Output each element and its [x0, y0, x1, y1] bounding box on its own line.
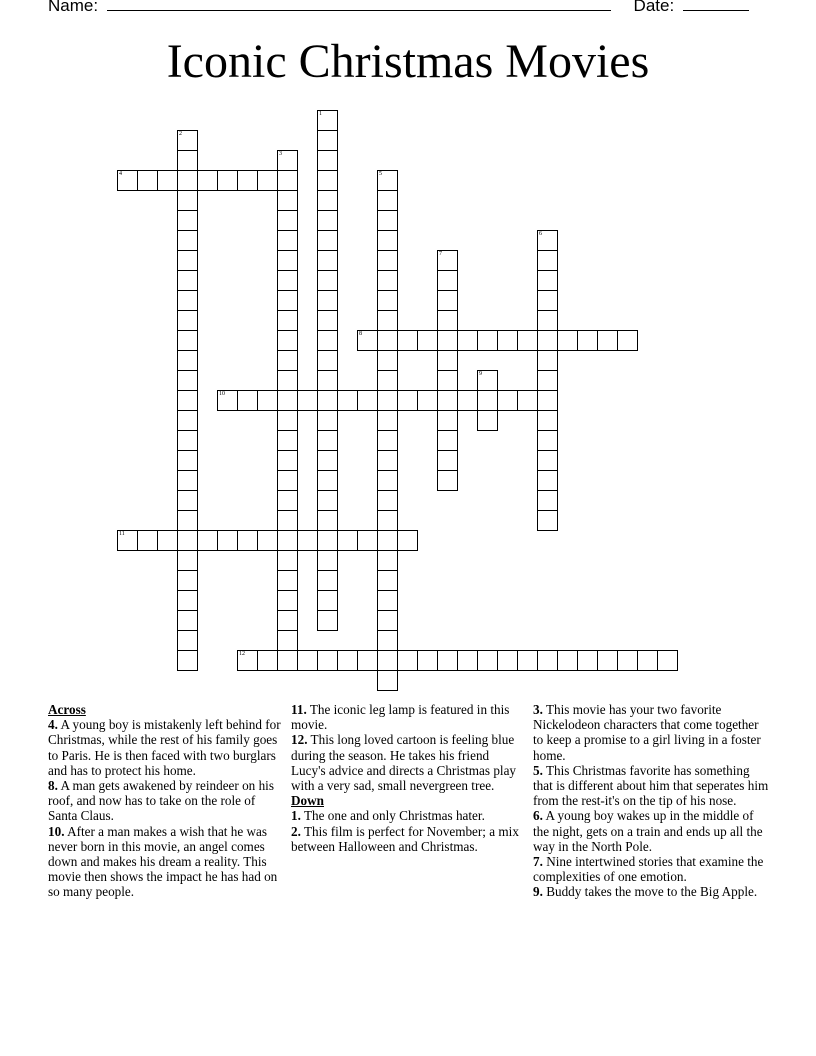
grid-cell[interactable] — [377, 250, 398, 271]
grid-cell[interactable] — [437, 390, 458, 411]
grid-cell[interactable] — [377, 390, 398, 411]
grid-cell[interactable] — [317, 250, 338, 271]
grid-cell[interactable] — [317, 390, 338, 411]
clue-across-11: 11. The iconic leg lamp is featured in this movie. — [291, 702, 510, 733]
name-label: Name: — [48, 0, 99, 15]
grid-cell[interactable] — [277, 470, 298, 491]
grid-cell[interactable] — [177, 370, 198, 391]
grid-cell[interactable] — [437, 330, 458, 351]
grid-cell[interactable] — [237, 390, 258, 411]
grid-cell[interactable] — [537, 310, 558, 331]
grid-cell[interactable] — [217, 390, 238, 411]
clue-number: 5 — [379, 171, 382, 177]
grid-cell[interactable] — [277, 350, 298, 371]
clue-column-1 — [48, 702, 284, 900]
grid-cell[interactable] — [437, 310, 458, 331]
grid-cell[interactable] — [597, 330, 618, 351]
grid-cell[interactable] — [337, 530, 358, 551]
grid-cell[interactable] — [177, 230, 198, 251]
clue-column-2 — [291, 702, 523, 854]
grid-cell[interactable] — [277, 610, 298, 631]
grid-cell[interactable] — [317, 370, 338, 391]
grid-cell[interactable] — [277, 310, 298, 331]
grid-cell[interactable] — [437, 370, 458, 391]
grid-cell[interactable] — [277, 650, 298, 671]
grid-cell[interactable] — [377, 210, 398, 231]
grid-cell[interactable] — [537, 650, 558, 671]
grid-cell[interactable] — [317, 530, 338, 551]
grid-cell[interactable] — [317, 110, 338, 131]
grid-cell[interactable] — [317, 150, 338, 171]
grid-cell[interactable] — [317, 310, 338, 331]
grid-cell[interactable] — [277, 190, 298, 211]
grid-cell[interactable] — [177, 550, 198, 571]
grid-cell[interactable] — [437, 250, 458, 271]
grid-cell[interactable] — [277, 430, 298, 451]
grid-cell[interactable] — [377, 570, 398, 591]
grid-cell[interactable] — [537, 270, 558, 291]
grid-cell[interactable] — [317, 270, 338, 291]
grid-cell[interactable] — [277, 290, 298, 311]
grid-cell[interactable] — [577, 650, 598, 671]
grid-cell[interactable] — [357, 530, 378, 551]
grid-cell[interactable] — [177, 490, 198, 511]
grid-cell[interactable] — [177, 450, 198, 471]
grid-cell[interactable] — [657, 650, 678, 671]
grid-cell[interactable] — [377, 350, 398, 371]
grid-cell[interactable] — [377, 470, 398, 491]
grid-cell[interactable] — [317, 230, 338, 251]
grid-cell[interactable] — [577, 330, 598, 351]
grid-cell[interactable] — [397, 650, 418, 671]
grid-cell[interactable] — [277, 570, 298, 591]
grid-cell[interactable] — [277, 550, 298, 571]
clue-across-12: 12. This long loved cartoon is feeling blue during the season. He takes his friend Lucy's advice and directs a Christmas play with a very sad, small nevergreen tree. — [291, 732, 517, 794]
grid-cell[interactable] — [317, 470, 338, 491]
grid-cell[interactable] — [617, 330, 638, 351]
grid-cell[interactable] — [377, 510, 398, 531]
grid-cell[interactable] — [497, 330, 518, 351]
clue-across-10: 10. After a man makes a wish that he was never born in this movie, an angel comes down and makes his dream a reality. This movie then shows the impact he has had on so many people. — [48, 823, 278, 900]
grid-cell[interactable] — [177, 470, 198, 491]
grid-cell[interactable] — [317, 130, 338, 151]
grid-cell[interactable] — [177, 510, 198, 531]
grid-cell[interactable] — [437, 450, 458, 471]
grid-cell[interactable] — [377, 590, 398, 611]
page-title: Iconic Christmas Movies — [166, 35, 650, 88]
grid-cell[interactable] — [257, 530, 278, 551]
clue-number: 12 — [239, 651, 245, 657]
grid-cell[interactable] — [437, 430, 458, 451]
grid-cell[interactable] — [377, 170, 398, 191]
grid-cell[interactable] — [537, 510, 558, 531]
grid-cell[interactable] — [377, 530, 398, 551]
clue-number: 10 — [219, 391, 225, 397]
grid-cell[interactable] — [177, 170, 198, 191]
grid-cell[interactable] — [197, 170, 218, 191]
grid-cell[interactable] — [497, 650, 518, 671]
clue-number: 3 — [279, 151, 282, 157]
grid-cell[interactable] — [397, 330, 418, 351]
grid-cell[interactable] — [237, 650, 258, 671]
grid-cell[interactable] — [157, 530, 178, 551]
clue-number: 4 — [119, 171, 122, 177]
grid-cell[interactable] — [537, 490, 558, 511]
date-field[interactable] — [683, 0, 749, 11]
grid-cell[interactable] — [177, 130, 198, 151]
grid-cell[interactable] — [457, 390, 478, 411]
grid-cell[interactable] — [277, 230, 298, 251]
grid-cell[interactable] — [377, 610, 398, 631]
grid-cell[interactable] — [537, 230, 558, 251]
grid-cell[interactable] — [177, 250, 198, 271]
grid-cell[interactable] — [377, 330, 398, 351]
grid-cell[interactable] — [537, 370, 558, 391]
grid-cell[interactable] — [157, 170, 178, 191]
clue-number: 2 — [179, 131, 182, 137]
grid-cell[interactable] — [377, 410, 398, 431]
grid-cell[interactable] — [277, 150, 298, 171]
grid-cell[interactable] — [177, 630, 198, 651]
grid-cell[interactable] — [597, 650, 618, 671]
grid-cell[interactable] — [377, 450, 398, 471]
grid-cell[interactable] — [557, 330, 578, 351]
grid-cell[interactable] — [357, 650, 378, 671]
grid-cell[interactable] — [317, 350, 338, 371]
grid-cell[interactable] — [537, 290, 558, 311]
grid-cell[interactable] — [377, 490, 398, 511]
grid-cell[interactable] — [177, 210, 198, 231]
grid-cell[interactable] — [117, 170, 138, 191]
grid-cell[interactable] — [197, 530, 218, 551]
grid-cell[interactable] — [377, 670, 398, 691]
clue-across-4: 4. A young boy is mistakenly left behind for Christmas, while the rest of his family goes to Paris. He is then faced with two burglars and has to protect his home. — [48, 717, 281, 778]
grid-cell[interactable] — [277, 210, 298, 231]
grid-cell[interactable] — [277, 410, 298, 431]
grid-cell[interactable] — [277, 270, 298, 291]
grid-cell[interactable] — [297, 390, 318, 411]
grid-cell[interactable] — [257, 650, 278, 671]
grid-cell[interactable] — [377, 310, 398, 331]
grid-cell[interactable] — [137, 170, 158, 191]
grid-cell[interactable] — [297, 530, 318, 551]
clue-across-8: 8. A man gets awakened by reindeer on his roof, and now has to take on the role of Santa Claus. — [48, 778, 274, 824]
clue-number: 6 — [539, 231, 542, 237]
clue-number: 8 — [359, 331, 362, 337]
grid-cell[interactable] — [297, 650, 318, 671]
grid-cell[interactable] — [377, 630, 398, 651]
grid-cell[interactable] — [177, 290, 198, 311]
grid-cell[interactable] — [217, 530, 238, 551]
grid-cell[interactable] — [177, 570, 198, 591]
grid-cell[interactable] — [337, 650, 358, 671]
grid-cell[interactable] — [317, 170, 338, 191]
grid-cell[interactable] — [177, 190, 198, 211]
grid-cell[interactable] — [237, 530, 258, 551]
grid-cell[interactable] — [537, 450, 558, 471]
grid-cell[interactable] — [317, 490, 338, 511]
grid-cell[interactable] — [177, 590, 198, 611]
grid-cell[interactable] — [317, 510, 338, 531]
grid-cell[interactable] — [457, 650, 478, 671]
grid-cell[interactable] — [557, 650, 578, 671]
grid-cell[interactable] — [377, 370, 398, 391]
clue-number: 11 — [119, 531, 125, 537]
worksheet-header — [48, 0, 749, 16]
clue-number: 9 — [479, 371, 482, 377]
grid-cell[interactable] — [517, 650, 538, 671]
grid-cell[interactable] — [177, 610, 198, 631]
grid-cell[interactable] — [417, 650, 438, 671]
grid-cell[interactable] — [377, 290, 398, 311]
grid-cell[interactable] — [177, 350, 198, 371]
clue-down-3: 3. This movie has your two favorite Nickelodeon characters that come together to keep a promise to a girl living in a foster home. — [533, 702, 761, 763]
grid-cell[interactable] — [637, 650, 658, 671]
grid-cell[interactable] — [277, 450, 298, 471]
grid-cell[interactable] — [437, 410, 458, 431]
grid-cell[interactable] — [537, 350, 558, 371]
grid-cell[interactable] — [317, 290, 338, 311]
grid-cell[interactable] — [277, 510, 298, 531]
grid-cell[interactable] — [317, 610, 338, 631]
grid-cell[interactable] — [317, 190, 338, 211]
grid-cell[interactable] — [317, 330, 338, 351]
across-heading: Across — [48, 702, 86, 717]
grid-cell[interactable] — [337, 390, 358, 411]
clue-column-3 — [533, 702, 769, 900]
clue-down-2: 2. This film is perfect for November; a mix between Halloween and Christmas. — [291, 823, 519, 854]
grid-cell[interactable] — [177, 650, 198, 671]
down-heading: Down — [291, 793, 324, 809]
grid-cell[interactable] — [537, 250, 558, 271]
grid-cell[interactable] — [357, 390, 378, 411]
grid-cell[interactable] — [177, 430, 198, 451]
grid-cell[interactable] — [537, 430, 558, 451]
grid-cell[interactable] — [177, 410, 198, 431]
grid-cell[interactable] — [377, 550, 398, 571]
grid-cell[interactable] — [277, 490, 298, 511]
grid-cell[interactable] — [477, 410, 498, 431]
grid-cell[interactable] — [377, 190, 398, 211]
grid-cell[interactable] — [277, 330, 298, 351]
grid-cell[interactable] — [617, 650, 638, 671]
grid-cell[interactable] — [397, 530, 418, 551]
grid-cell[interactable] — [537, 390, 558, 411]
grid-cell[interactable] — [377, 650, 398, 671]
grid-cell[interactable] — [477, 370, 498, 391]
grid-cell[interactable] — [497, 390, 518, 411]
grid-cell[interactable] — [277, 170, 298, 191]
grid-cell[interactable] — [477, 650, 498, 671]
grid-cell[interactable] — [237, 170, 258, 191]
date-label: Date: — [633, 0, 675, 15]
clue-down-7: 7. Nine intertwined stories that examine the complexities of one emotion. — [533, 854, 764, 885]
clue-down-9: 9. Buddy takes the move to the Big Apple. — [533, 884, 758, 900]
grid-cell[interactable] — [177, 270, 198, 291]
grid-cell[interactable] — [277, 590, 298, 611]
grid-cell[interactable] — [317, 550, 338, 571]
grid-cell[interactable] — [377, 230, 398, 251]
clue-down-6: 6. A young boy wakes up in the middle of the night, gets on a train and ends up all the way in the North Pole. — [533, 808, 763, 854]
grid-cell[interactable] — [177, 150, 198, 171]
grid-cell[interactable] — [317, 450, 338, 471]
grid-cell[interactable] — [377, 270, 398, 291]
grid-cell[interactable] — [277, 250, 298, 271]
grid-cell[interactable] — [317, 210, 338, 231]
grid-cell[interactable] — [277, 390, 298, 411]
grid-cell[interactable] — [317, 570, 338, 591]
grid-cell[interactable] — [517, 330, 538, 351]
grid-cell[interactable] — [317, 590, 338, 611]
grid-cell[interactable] — [257, 390, 278, 411]
grid-cell[interactable] — [277, 370, 298, 391]
grid-cell[interactable] — [437, 350, 458, 371]
grid-cell[interactable] — [277, 530, 298, 551]
grid-cell[interactable] — [437, 290, 458, 311]
grid-cell[interactable] — [437, 270, 458, 291]
grid-cell[interactable] — [457, 330, 478, 351]
name-field[interactable] — [107, 0, 611, 11]
grid-cell[interactable] — [477, 390, 498, 411]
grid-cell[interactable] — [537, 330, 558, 351]
grid-cell[interactable] — [417, 390, 438, 411]
grid-cell[interactable] — [437, 650, 458, 671]
grid-cell[interactable] — [477, 330, 498, 351]
clue-down-5: 5. This Christmas favorite has something that is different about him that seperates him from the rest-it's on the tip of his nose. — [533, 762, 769, 809]
grid-cell[interactable] — [537, 470, 558, 491]
grid-cell[interactable] — [277, 630, 298, 651]
grid-cell[interactable] — [317, 650, 338, 671]
grid-cell[interactable] — [257, 170, 278, 191]
grid-cell[interactable] — [117, 530, 138, 551]
grid-cell[interactable] — [357, 330, 378, 351]
grid-cell[interactable] — [137, 530, 158, 551]
grid-cell[interactable] — [397, 390, 418, 411]
grid-cell[interactable] — [177, 330, 198, 351]
grid-cell[interactable] — [517, 390, 538, 411]
clue-number: 1 — [319, 111, 322, 117]
grid-cell[interactable] — [417, 330, 438, 351]
grid-cell[interactable] — [317, 410, 338, 431]
grid-cell[interactable] — [537, 410, 558, 431]
grid-cell[interactable] — [217, 170, 238, 191]
grid-cell[interactable] — [177, 530, 198, 551]
grid-cell[interactable] — [377, 430, 398, 451]
clue-number: 7 — [439, 251, 442, 257]
grid-cell[interactable] — [177, 390, 198, 411]
grid-cell[interactable] — [177, 310, 198, 331]
grid-cell[interactable] — [317, 430, 338, 451]
grid-cell[interactable] — [437, 470, 458, 491]
clue-down-1: 1. The one and only Christmas hater. — [291, 808, 485, 824]
